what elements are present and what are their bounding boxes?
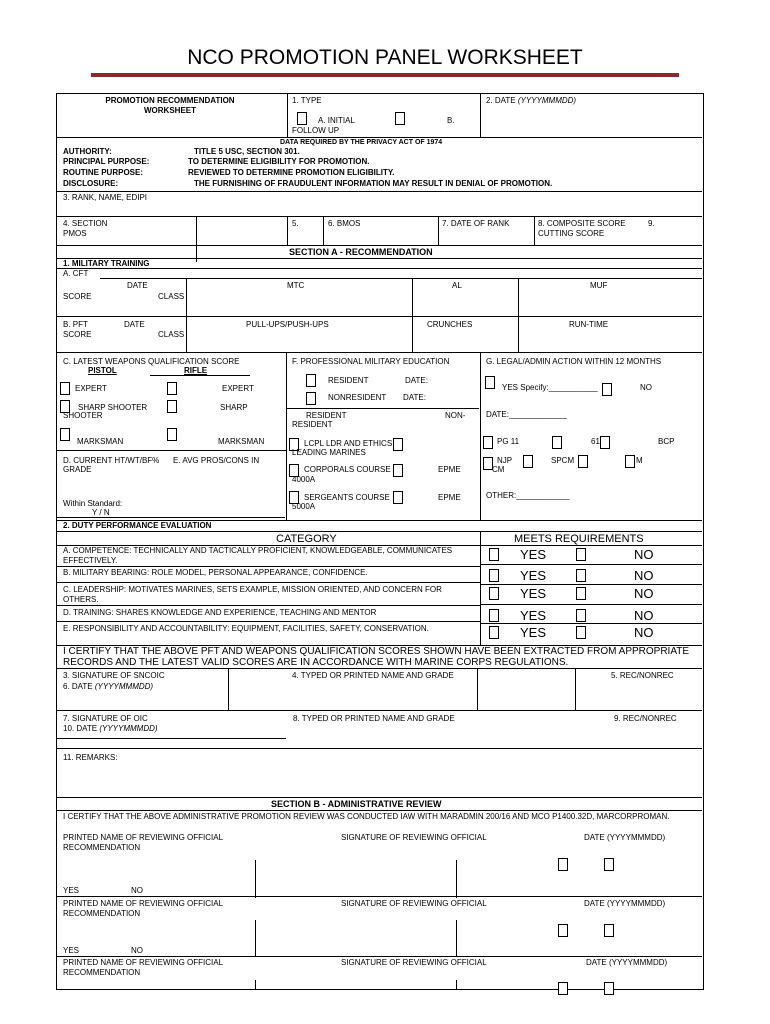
cft-label: A. CFT	[63, 269, 89, 278]
cat-e-yes-checkbox[interactable]	[489, 626, 499, 639]
date-2-label[interactable]: DATE (YYYYMMMDD)	[584, 899, 666, 908]
spcm-checkbox[interactable]	[578, 455, 588, 468]
typed-name-4-label[interactable]: 4. TYPED OR PRINTED NAME AND GRADE	[292, 671, 454, 680]
grade-label: GRADE	[63, 465, 92, 474]
cat-a-yes: YES	[520, 547, 547, 562]
section-b-title: SECTION B - ADMINISTRATIVE REVIEW	[271, 799, 442, 809]
printed-name-1-label[interactable]: PRINTED NAME OF REVIEWING OFFICIAL	[63, 833, 224, 842]
corporals-label: CORPORALS COURSE	[304, 465, 391, 474]
principal-key: PRINCIPAL PURPOSE:	[63, 157, 150, 166]
printed-name-3-label[interactable]: PRINTED NAME OF REVIEWING OFFICIAL	[63, 958, 224, 967]
legal-mid-checkbox[interactable]	[552, 436, 562, 449]
sergeants-label: SERGEANTS COURSE	[304, 493, 390, 502]
mtc-label[interactable]: MTC	[287, 281, 305, 290]
legal-yes-checkbox[interactable]	[485, 376, 495, 389]
cat-c-yes-checkbox[interactable]	[489, 587, 499, 600]
authority-key: AUTHORITY:	[63, 147, 112, 156]
remarks-label[interactable]: 11. REMARKS:	[63, 753, 118, 762]
follow-up-checkbox[interactable]	[395, 112, 405, 125]
cat-b-no-checkbox[interactable]	[576, 569, 586, 582]
cat-b-yes-checkbox[interactable]	[489, 569, 499, 582]
pullups-label[interactable]: PULL-UPS/PUSH-UPS	[246, 320, 329, 329]
category-d: D. TRAINING: SHARES KNOWLEDGE AND EXPERIENCE, TEACHING AND MENTOR	[63, 608, 377, 617]
authority-value: TITLE 5 USC, SECTION 301.	[194, 147, 300, 156]
date-of-rank-label[interactable]: 7. DATE OF RANK	[442, 219, 510, 228]
cat-c-no: NO	[634, 586, 654, 601]
admin-certify-text: I CERTIFY THAT THE ABOVE ADMINISTRATIVE PROMOTION REVIEW WAS CONDUCTED IAW WITH MARADMIN 200/16 AND MCO P1400.32D, MARCORPROMAN.	[63, 812, 670, 821]
signature-2-label[interactable]: SIGNATURE OF REVIEWING OFFICIAL	[341, 899, 487, 908]
pft-score-label: SCORE	[63, 330, 92, 339]
category-b: B. MILITARY BEARING: ROLE MODEL, PERSONAL APPEARANCE, CONFIDENCE.	[63, 568, 368, 577]
runtime-label[interactable]: RUN-TIME	[569, 320, 609, 329]
cat-d-no-checkbox[interactable]	[576, 609, 586, 622]
date-3-label[interactable]: DATE (YYYYMMMDD)	[586, 958, 668, 967]
leading-label: LEADING MARINES	[292, 448, 366, 457]
category-e: E. RESPONSIBILITY AND ACCOUNTABILITY: EQUIPMENT, FACILITIES, SAFETY, CONSERVATION.	[63, 624, 429, 633]
category-c: C. LEADERSHIP: MOTIVATES MARINES, SETS EXAMPLE, MISSION ORIENTED, AND CONCERN FOR OTHERS.	[63, 585, 442, 604]
m-label: M	[636, 456, 643, 465]
cat-d-no: NO	[634, 608, 654, 623]
n61-checkbox[interactable]	[600, 436, 610, 449]
rifle-sharp-checkbox[interactable]	[167, 400, 177, 413]
section-label[interactable]: 4. SECTION	[63, 219, 108, 228]
initial-checkbox[interactable]	[297, 112, 307, 125]
routine-value: REVIEWED TO DETERMINE PROMOTION ELIGIBILITY.	[188, 168, 395, 177]
cutting-score-label[interactable]: CUTTING SCORE	[538, 229, 605, 238]
pft-class-label[interactable]: CLASS	[158, 330, 185, 339]
title-rule	[91, 73, 679, 77]
cft-class-label[interactable]: CLASS	[158, 292, 185, 301]
pistol-expert-label: EXPERT	[75, 384, 107, 393]
recommendation-3-label: RECOMMENDATION	[63, 968, 141, 977]
pme-nonresident-date[interactable]: DATE:	[403, 393, 426, 402]
disclosure-key: DISCLOSURE:	[63, 179, 119, 188]
signature-1-label[interactable]: SIGNATURE OF REVIEWING OFFICIAL	[341, 833, 487, 842]
bcp-label: BCP	[658, 437, 675, 446]
pme-resident-date[interactable]: DATE:	[405, 376, 428, 385]
pg11-checkbox[interactable]	[483, 436, 493, 449]
shooter-label: SHOOTER	[63, 411, 103, 420]
njp-label: NJP	[497, 456, 513, 465]
cat-c-no-checkbox[interactable]	[576, 587, 586, 600]
pme-non-label: NON-	[445, 411, 466, 420]
pistol-sharpshooter-label: SHARP SHOOTER	[78, 403, 148, 412]
follow-up-label: FOLLOW UP	[292, 126, 340, 135]
within-standard-label: Within Standard:	[63, 499, 123, 508]
cat-d-yes: YES	[520, 608, 547, 623]
weapons-label: C. LATEST WEAPONS QUALIFICATION SCORE	[63, 357, 240, 366]
pme-resident-2-label: RESIDENT	[306, 411, 347, 420]
field-5-label[interactable]: 5.	[292, 219, 299, 228]
page-title: NCO PROMOTION PANEL WORKSHEET	[187, 46, 583, 69]
rifle-sharp-label: SHARP	[220, 403, 248, 412]
initial-label: A. INITIAL	[318, 116, 355, 125]
njp-2-checkbox[interactable]	[523, 455, 533, 468]
sergeants-epme-label: EPME	[438, 493, 461, 502]
gcm-checkbox[interactable]	[625, 455, 635, 468]
sergeants-5000-label: 5000A	[292, 502, 316, 511]
section-a-title: SECTION A - RECOMMENDATION	[289, 247, 433, 257]
lcpl-label: LCPL LDR AND ETHICS	[304, 439, 393, 448]
printed-name-2-label[interactable]: PRINTED NAME OF REVIEWING OFFICIAL	[63, 899, 224, 908]
review-1-no-checkbox[interactable]	[604, 858, 614, 871]
spcm-label: SPCM	[551, 456, 575, 465]
review-2-yes-checkbox[interactable]	[558, 924, 568, 937]
date-label: 2. DATE (YYYYMMMDD)	[486, 96, 577, 105]
review-2-no-checkbox[interactable]	[604, 924, 614, 937]
review-1-yes: YES	[63, 886, 80, 895]
review-3-no-checkbox[interactable]	[604, 982, 614, 995]
category-header: CATEGORY	[276, 533, 337, 545]
rifle-marksman-label: MARKSMAN	[218, 437, 265, 446]
sncoic-signature-label[interactable]: 3. SIGNATURE OF SNCOIC	[63, 671, 165, 680]
pg11-label: PG 11	[497, 437, 520, 446]
legal-no-label: NO	[640, 383, 652, 392]
pistol-marksman-checkbox[interactable]	[60, 428, 70, 441]
pme-resident-label: RESIDENT	[328, 376, 369, 385]
typed-name-8-label[interactable]: 8. TYPED OR PRINTED NAME AND GRADE	[293, 714, 455, 723]
legal-label: G. LEGAL/ADMIN ACTION WITHIN 12 MONTHS	[486, 357, 662, 366]
pme-resident-3-label: RESIDENT	[292, 420, 333, 429]
recommendation-2-label: RECOMMENDATION	[63, 909, 141, 918]
rec-nonrec-9-label[interactable]: 9. REC/NONREC	[614, 714, 677, 723]
sncoic-date-label[interactable]: 6. DATE (YYYYMMMDD)	[63, 682, 154, 691]
review-3-yes-checkbox[interactable]	[558, 982, 568, 995]
type-label: 1. TYPE	[292, 96, 322, 105]
military-training-label: 1. MILITARY TRAINING	[63, 259, 150, 268]
review-2-no: NO	[131, 946, 143, 955]
duty-eval-label: 2. DUTY PERFORMANCE EVALUATION	[63, 521, 212, 530]
cat-a-no: NO	[634, 547, 654, 562]
cat-d-yes-checkbox[interactable]	[489, 609, 499, 622]
pistol-label: PISTOL	[88, 366, 117, 375]
cat-e-no-checkbox[interactable]	[576, 626, 586, 639]
category-a: A. COMPETENCE: TECHNICALLY AND TACTICALLY PROFICIENT, KNOWLEDGEABLE, COMMUNICATES EFFECTIVELY.	[63, 546, 453, 565]
pft-date-label[interactable]: DATE	[124, 320, 145, 329]
privacy-act: DATA REQUIRED BY THE PRIVACY ACT OF 1974	[280, 139, 443, 146]
meets-header: MEETS REQUIREMENTS	[514, 533, 644, 545]
cat-e-no: NO	[634, 625, 654, 640]
date-1-label[interactable]: DATE (YYYYMMMDD)	[584, 833, 666, 842]
review-1-yes-checkbox[interactable]	[558, 858, 568, 871]
crunches-label[interactable]: CRUNCHES	[427, 320, 473, 329]
pme-nonresident-checkbox[interactable]	[306, 392, 316, 405]
legal-yes-label[interactable]: YES Specify:___________	[502, 383, 598, 392]
oic-date-label[interactable]: 10. DATE (YYYYMMMDD)	[63, 724, 158, 733]
field-9-label[interactable]: 9.	[648, 219, 655, 228]
cat-c-yes: YES	[520, 586, 547, 601]
legal-no-checkbox[interactable]	[602, 383, 612, 396]
pft-certify-text: I CERTIFY THAT THE ABOVE PFT AND WEAPONS QUALIFICATION SCORES SHOWN HAVE BEEN EXTRACTED FROM APPROPRIATE RECORDS AND THE LATEST VALID SCORES ARE IN ACCORDANCE WITH MARINE CORPS REGULATIONS.	[63, 646, 690, 668]
rec-worksheet-label: PROMOTION RECOMMENDATION WORKSHEET	[105, 96, 235, 115]
cft-date-label[interactable]: DATE	[127, 281, 148, 290]
corporals-4000-label: 4000A	[292, 475, 316, 484]
pme-resident-checkbox[interactable]	[306, 374, 316, 387]
b-label: B.	[447, 116, 455, 125]
pft-label: B. PFT	[63, 320, 88, 329]
cft-score-label: SCORE	[63, 292, 92, 301]
cat-a-yes-checkbox[interactable]	[489, 548, 499, 561]
rifle-expert-label: EXPERT	[222, 384, 254, 393]
oic-signature-label[interactable]: 7. SIGNATURE OF OIC	[63, 714, 148, 723]
avg-pros-label[interactable]: E. AVG PROS/CONS IN	[173, 456, 260, 465]
bmos-label[interactable]: 6. BMOS	[328, 219, 361, 228]
cat-e-yes: YES	[520, 625, 547, 640]
recommendation-1-label: RECOMMENDATION	[63, 843, 141, 852]
corporals-epme-label: EPME	[438, 465, 461, 474]
review-1-no: NO	[131, 886, 143, 895]
yn-label[interactable]: Y / N	[92, 508, 110, 517]
pme-nonresident-label: NONRESIDENT	[328, 393, 387, 402]
rifle-expert-checkbox[interactable]	[167, 382, 177, 395]
principal-value: TO DETERMINE ELIGIBILITY FOR PROMOTION.	[188, 157, 370, 166]
rec-nonrec-5-label[interactable]: 5. REC/NONREC	[611, 671, 674, 680]
pistol-expert-checkbox[interactable]	[60, 382, 70, 395]
review-2-yes: YES	[63, 946, 80, 955]
pmos-label[interactable]: PMOS	[63, 229, 87, 238]
rank-name-label[interactable]: 3. RANK, NAME, EDIPI	[63, 193, 148, 202]
cat-b-no: NO	[634, 568, 654, 583]
legal-date-label[interactable]: DATE:_____________	[486, 410, 567, 419]
cm-label: CM	[492, 465, 505, 474]
pme-label: F. PROFESSIONAL MILITARY EDUCATION	[292, 357, 450, 366]
routine-key: ROUTINE PURPOSE:	[63, 168, 144, 177]
rifle-marksman-checkbox[interactable]	[167, 428, 177, 441]
cat-b-yes: YES	[520, 568, 547, 583]
composite-score-label[interactable]: 8. COMPOSITE SCORE	[538, 219, 626, 228]
disclosure-value: THE FURNISHING OF FRAUDULENT INFORMATION MAY RESULT IN DENIAL OF PROMOTION.	[194, 179, 553, 188]
pistol-marksman-label: MARKSMAN	[77, 437, 124, 446]
rifle-label: RIFLE	[184, 366, 208, 375]
other-label[interactable]: OTHER:____________	[486, 491, 570, 500]
al-label[interactable]: AL	[452, 281, 462, 290]
n61-label: 61	[591, 437, 600, 446]
cat-a-no-checkbox[interactable]	[576, 548, 586, 561]
muf-label[interactable]: MUF	[590, 281, 608, 290]
corporals-epme-checkbox[interactable]	[393, 464, 403, 477]
sergeants-epme-checkbox[interactable]	[393, 491, 403, 504]
signature-3-label[interactable]: SIGNATURE OF REVIEWING OFFICIAL	[341, 958, 487, 967]
lcpl-epme-checkbox[interactable]	[393, 438, 403, 451]
ht-wt-label[interactable]: D. CURRENT HT/WT/BF%	[63, 456, 160, 465]
